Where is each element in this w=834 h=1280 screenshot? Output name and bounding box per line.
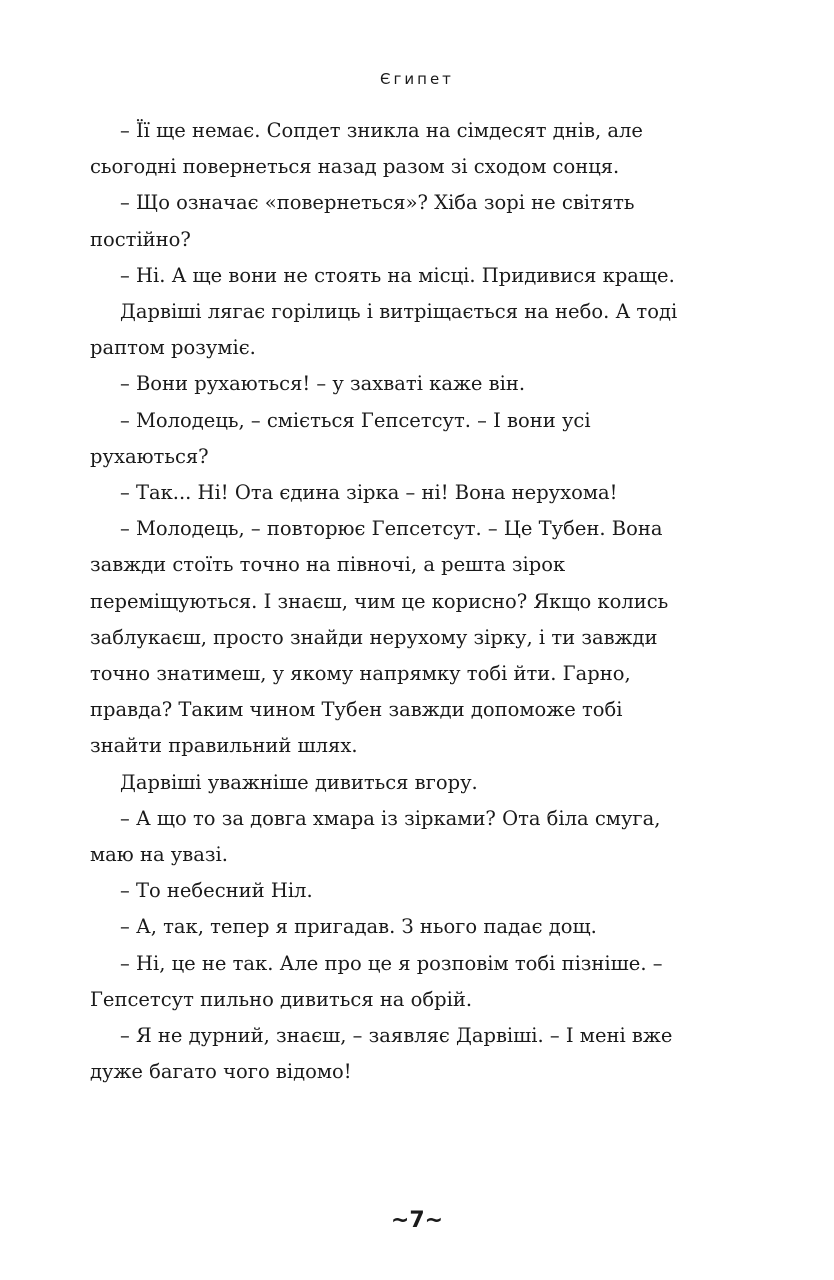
running-head: Єгипет [380,70,454,88]
paragraph: – Молодець, – сміється Гепсетсут. – І вони усі рухаються? [90,408,591,468]
paragraph: – Ні, це не так. Але про це я розповім тобі пізніше. – Гепсетсут пильно дивиться на обрій. [90,951,663,1011]
paragraph: – Я не дурний, знаєш, – заявляє Дарвіші. – І мені вже дуже багато чого відомо! [90,1024,673,1084]
paragraph: – Молодець, – повторює Гепсетсут. – Це Тубен. Вона завжди стоїть точно на півночі, а решта зірок переміщуються. І знаєш, чим це корисно? Якщо колись заблукаєш, просто знайди нерухому зірку, і ти завжди точно знатимеш, у якому напрямку тобі йти. Гарно, правда? Таким чином Тубен завжди допоможе тобі знайти правильний шлях. [90,517,669,758]
page-number: ~7~ [390,1208,444,1233]
paragraph: – Вони рухаються! – у захваті каже він. [120,372,526,396]
paragraph: – А що то за довга хмара із зірками? Ота біла смуга, маю на увазі. [90,806,661,867]
paragraph: – Її ще немає. Сопдет зникла на сімдесят днів, але сьогодні повернеться назад разом зі сходом сонця. [90,119,643,179]
paragraph: – То небесний Ніл. [120,879,313,903]
paragraph: Дарвіші уважніше дивиться вгору. [120,770,478,794]
body-text [90,113,698,1090]
paragraph: – Що означає «повернеться»? Хіба зорі не світять постійно? [90,191,635,251]
paragraph: – Так... Ні! Ота єдина зірка – ні! Вона нерухома! [120,481,618,505]
paragraph: Дарвіші лягає горілиць і витріщається на небо. А тоді раптом розуміє. [90,300,678,360]
paragraph: – А, так, тепер я пригадав. З нього падає дощ. [120,915,597,939]
paragraph: – Ні. А ще вони не стоять на місці. Придивися краще. [120,263,675,287]
